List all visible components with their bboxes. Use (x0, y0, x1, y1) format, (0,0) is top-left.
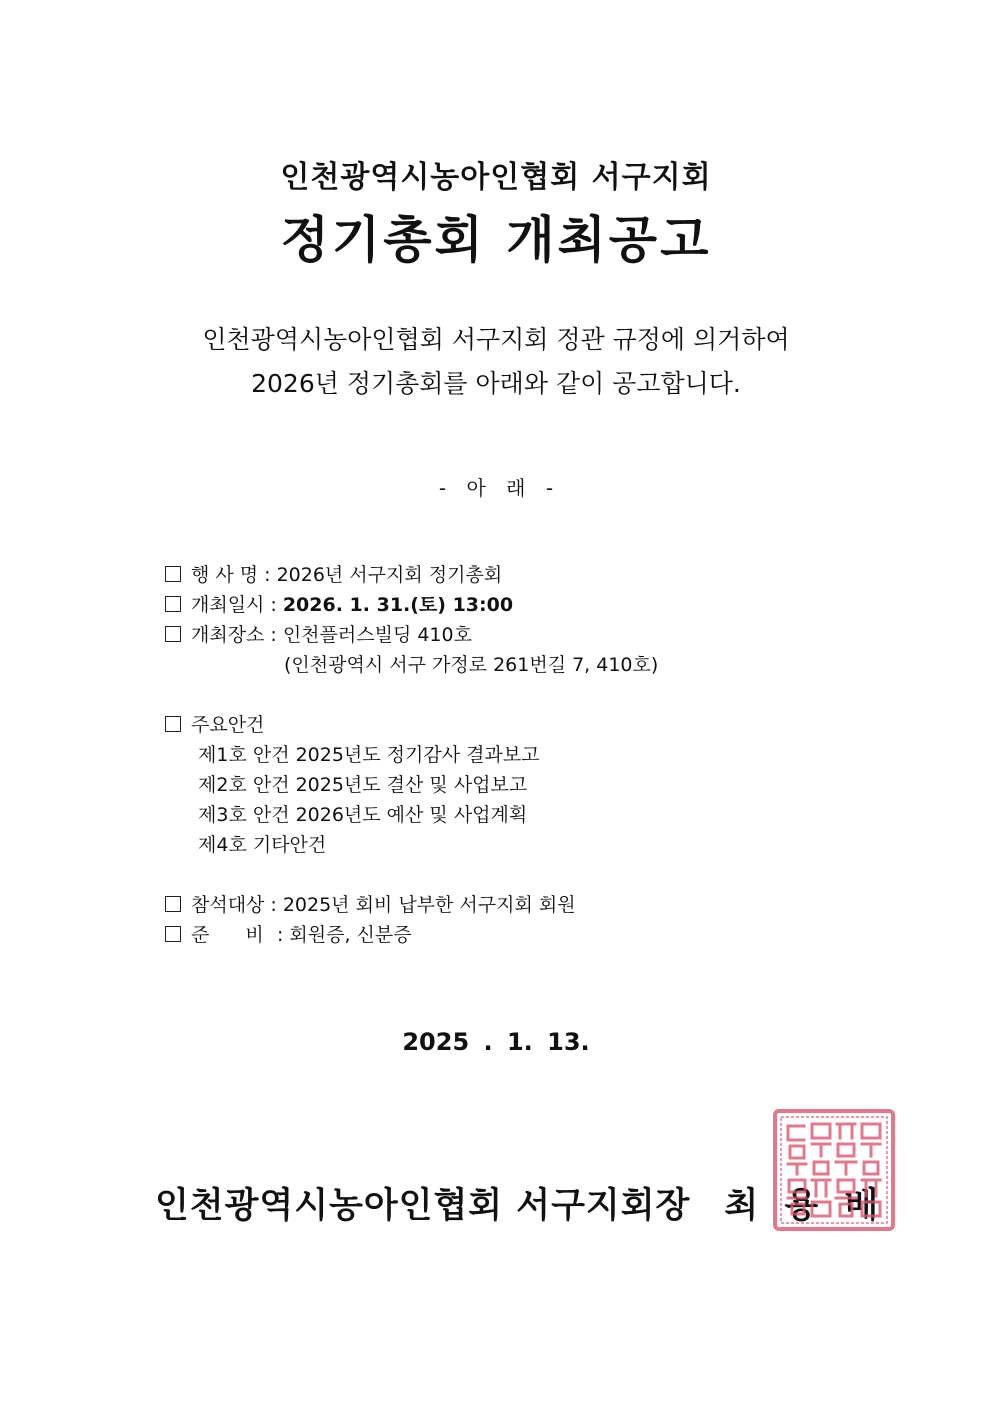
preparation-label: 준 비 (191, 924, 264, 946)
event-name-label: 행 사 명 (191, 564, 259, 586)
intro-line-2: 2026년 정기총회를 아래와 같이 공고합니다. (251, 369, 741, 398)
signature-line (155, 1178, 879, 1228)
agenda-item (165, 710, 264, 740)
datetime-value: 2026. 1. 31.(토) 13:00 (282, 594, 514, 616)
agenda-entry: 제3호 안건 2026년도 예산 및 사업계획 (198, 804, 528, 826)
attendees-value: 2025년 회비 납부한 서구지회 회원 (282, 894, 576, 916)
intro-paragraph (0, 318, 992, 406)
signature-title: 인천광역시농아인협회 서구지회장 (155, 1186, 691, 1226)
attendees-item (165, 890, 576, 920)
event-name-item (165, 560, 502, 590)
checkbox-square-icon (165, 566, 181, 582)
event-name-value: 2026년 서구지회 정기총회 (276, 564, 503, 586)
checkbox-square-icon (165, 716, 181, 732)
datetime-label: 개최일시 (191, 594, 265, 616)
agenda-entry: 제1호 안건 2025년도 정기감사 결과보고 (198, 744, 540, 766)
separator: : (264, 564, 271, 586)
below-heading: - 아 래 - (438, 476, 554, 500)
seal-icon (772, 1108, 896, 1232)
agenda-label: 주요안건 (191, 714, 265, 736)
checkbox-square-icon (165, 596, 181, 612)
separator: : (277, 924, 284, 946)
organization-title: 인천광역시농아인협회 서구지회 (280, 160, 712, 195)
intro-line-1: 인천광역시농아인협회 서구지회 정관 규정에 의거하여 (202, 325, 790, 354)
signature-name: 최 용 배 (724, 1186, 880, 1226)
agenda-entry: 제2호 안건 2025년도 결산 및 사업보고 (198, 774, 528, 796)
agenda-entry: 제4호 기타안건 (198, 834, 327, 856)
attendees-label: 참석대상 (191, 894, 265, 916)
preparation-value: 회원증, 신분증 (289, 924, 412, 946)
venue-item (165, 620, 472, 650)
official-seal-stamp (772, 1108, 896, 1232)
checkbox-square-icon (165, 626, 181, 642)
venue-address: (인천광역시 서구 가정로 261번길 7, 410호) (284, 654, 659, 676)
venue-label: 개최장소 (191, 624, 265, 646)
separator: : (270, 594, 277, 616)
datetime-item (165, 590, 513, 620)
separator: : (270, 624, 277, 646)
preparation-item (165, 920, 412, 950)
page-title: 정기총회 개최공고 (280, 211, 712, 269)
separator: : (270, 894, 277, 916)
checkbox-square-icon (165, 896, 181, 912)
venue-value: 인천플러스빌딩 410호 (282, 624, 472, 646)
checkbox-square-icon (165, 926, 181, 942)
notice-date: 2025 . 1. 13. (402, 1028, 590, 1056)
